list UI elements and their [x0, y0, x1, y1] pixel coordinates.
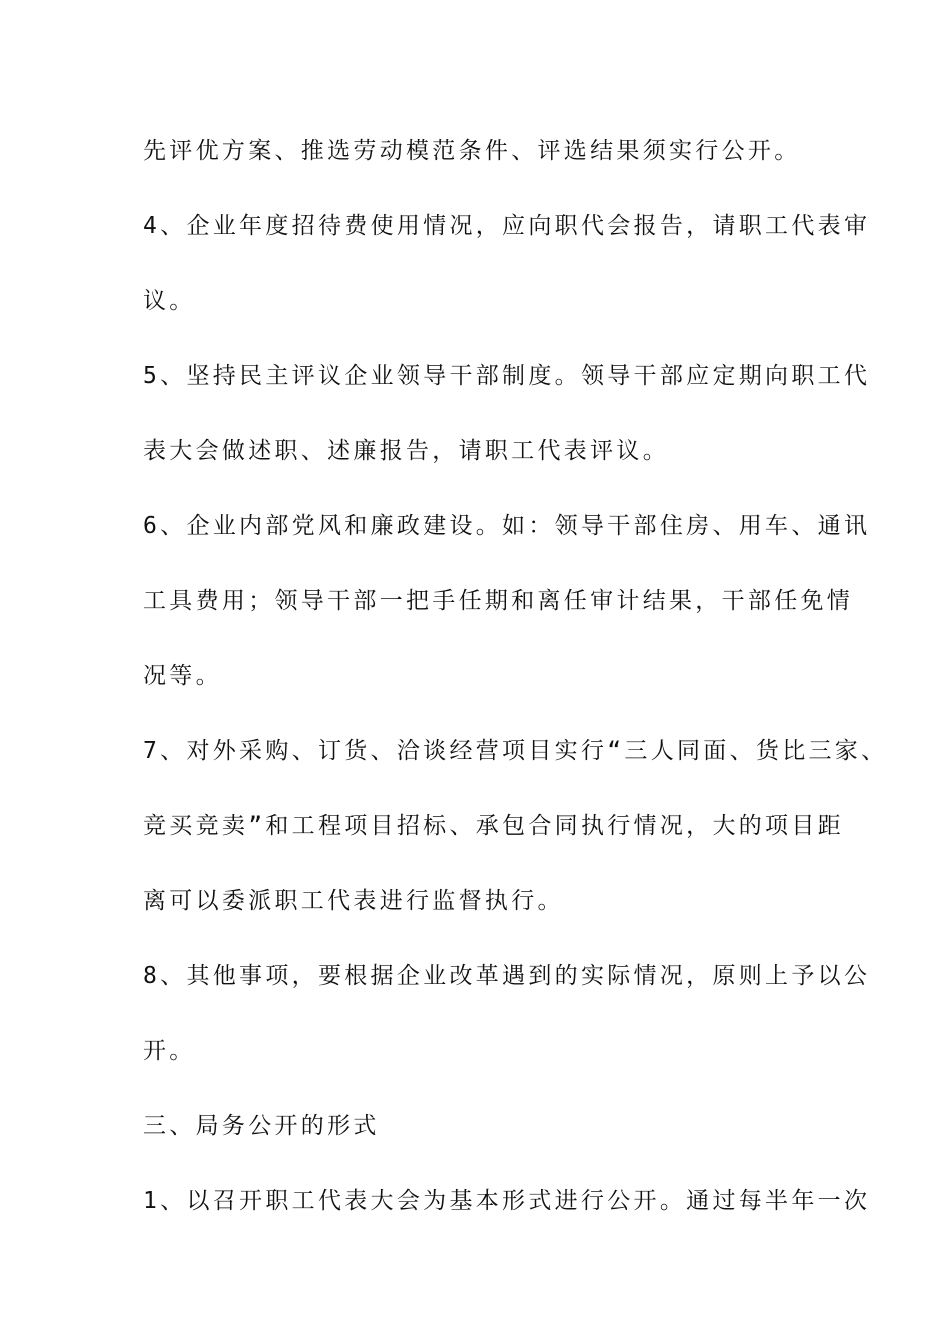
text-line: 开。	[143, 1038, 196, 1064]
text-line: 1、以召开职工代表大会为基本形式进行公开。通过每半年一次	[143, 1188, 871, 1214]
text-line: 竞买竞卖”和工程项目招标、承包合同执行情况，大的项目距	[143, 813, 844, 839]
text-line: 8、其他事项，要根据企业改革遇到的实际情况，原则上予以公	[143, 963, 871, 989]
text-line: 4、企业年度招待费使用情况，应向职代会报告，请职工代表审	[143, 213, 871, 239]
section-heading: 三、局务公开的形式	[143, 1113, 380, 1139]
text-line: 5、坚持民主评议企业领导干部制度。领导干部应定期向职工代	[143, 363, 871, 389]
text-line: 7、对外采购、订货、洽谈经营项目实行“三人同面、货比三家、	[143, 738, 888, 764]
text-line: 表大会做述职、述廉报告，请职工代表评议。	[143, 438, 669, 464]
text-line: 工具费用；领导干部一把手任期和离任审计结果，干部任免情	[143, 588, 854, 614]
text-line: 离可以委派职工代表进行监督执行。	[143, 888, 564, 914]
text-line: 6、企业内部党风和廉政建设。如：领导干部住房、用车、通讯	[143, 513, 871, 539]
text-line: 先评优方案、推选劳动模范条件、评选结果须实行公开。	[143, 138, 801, 164]
text-line: 议。	[143, 288, 196, 314]
text-line: 况等。	[143, 663, 222, 689]
